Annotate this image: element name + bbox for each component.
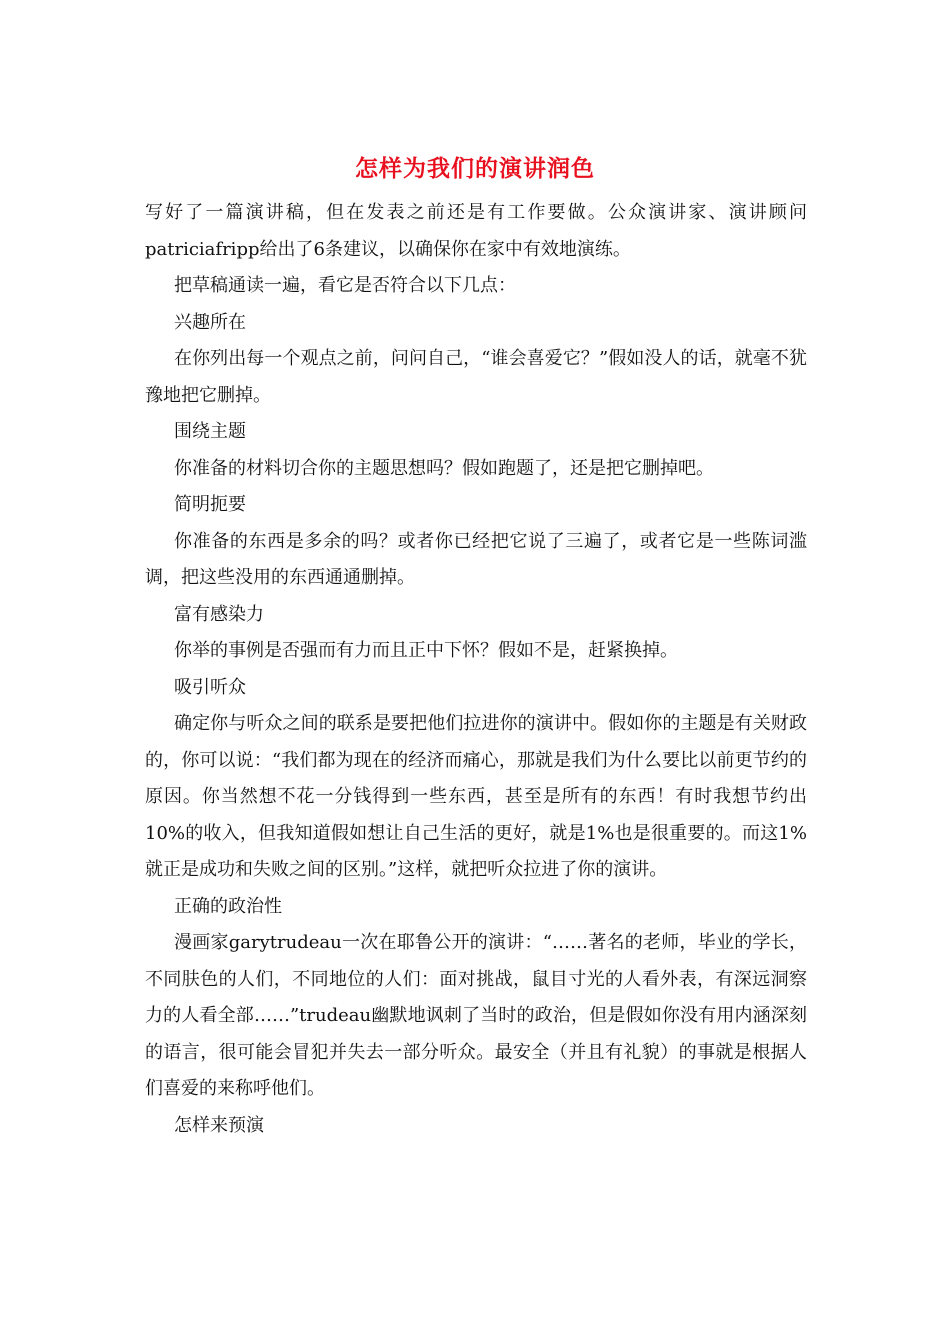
paragraph: 确定你与听众之间的联系是要把他们拉进你的演讲中。假如你的主题是有关财政的，你可以说：“我们都为现在的经济而痛心，那就是我们为什么要比以前更节约的原因。你当然想不花一分钱得到一些东西，甚至是所有的东西！有时我想节约出10%的收入，但我知道假如想让自己生活的更好，就是1%也是很重要的。而这1%就正是成功和失败之间的区别。”这样，就把听众拉进了你的演讲。 [145,713,807,880]
section-heading: 吸引听众 [174,676,246,698]
section-heading: 兴趣所在 [174,311,246,333]
paragraph: 你准备的材料切合你的主题思想吗？假如跑题了，还是把它删掉吧。 [174,457,714,479]
document-title: 怎样为我们的演讲润色 [355,155,595,182]
section-heading: 正确的政治性 [174,895,282,917]
paragraph: 漫画家garytrudeau一次在耶鲁公开的演讲：“……著名的老师，毕业的学长，不同肤色的人们，不同地位的人们：面对挑战，鼠目寸光的人看外表，有深远洞察力的人看全部……”trudeau幽默地讽刺了当时的政治，但是假如你没有用内涵深刻的语言，很可能会冒犯并失去一部分听众。最安全（并且有礼貌）的事就是根据人们喜爱的来称呼他们。 [145,932,807,1099]
section-heading: 简明扼要 [174,494,246,515]
paragraph: 把草稿通读一遍，看它是否符合以下几点： [174,275,516,296]
section-heading: 富有感染力 [174,603,264,625]
paragraph: 写好了一篇演讲稿，但在发表之前还是有工作要做。公众演讲家、演讲顾问patriciafripp给出了6条建议，以确保你在家中有效地演练。 [145,202,807,260]
section-heading: 怎样来预演 [174,1114,264,1136]
section-heading: 围绕主题 [174,421,246,442]
paragraph: 你准备的东西是多余的吗？或者你已经把它说了三遍了，或者它是一些陈词滥调，把这些没用的东西通通删掉。 [145,530,807,588]
paragraph: 你举的事例是否强而有力而且正中下怀？假如不是，赶紧换掉。 [174,640,678,661]
paragraph: 在你列出每一个观点之前，问问自己，“谁会喜爱它？”假如没人的话，就毫不犹豫地把它删掉。 [145,348,807,406]
document-body [145,195,807,1144]
